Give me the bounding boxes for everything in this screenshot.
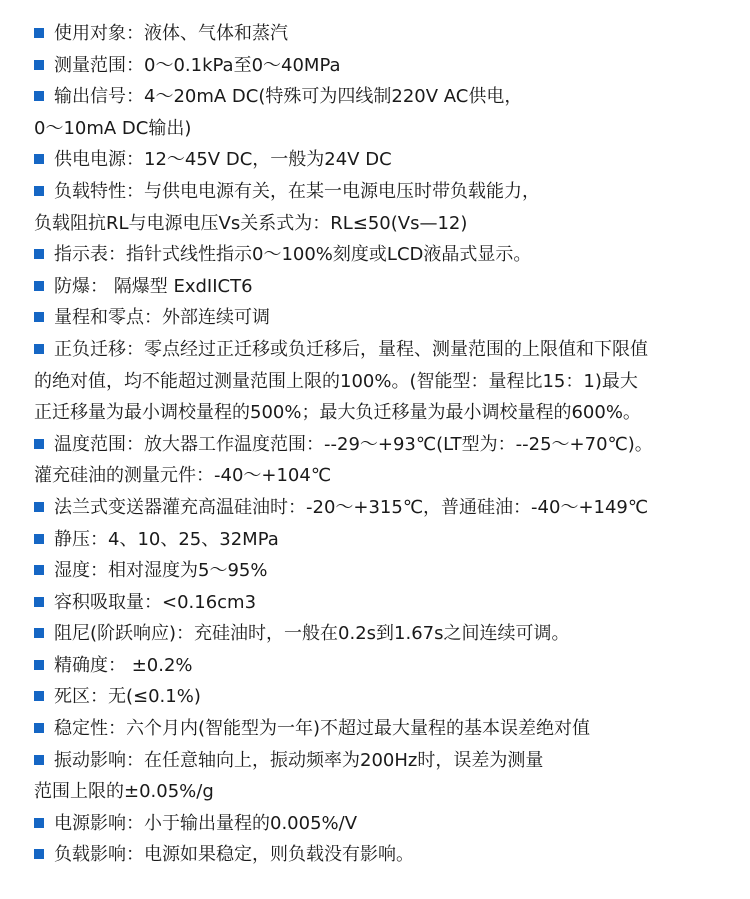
spec-item-load bbox=[34, 176, 734, 239]
spec-item-range bbox=[34, 50, 734, 82]
spec-text: 温度范围：放大器工作温度范围：--29～+93℃(LT型为：--25～+70℃)。 bbox=[54, 433, 653, 455]
spec-text: 指示表：指针式线性指示0～100%刻度或LCD液晶式显示。 bbox=[54, 244, 532, 266]
bullet-icon bbox=[34, 534, 44, 544]
bullet-icon bbox=[34, 597, 44, 607]
spec-item-damping bbox=[34, 618, 734, 650]
spec-item-flange bbox=[34, 492, 734, 524]
bullet-icon bbox=[34, 312, 44, 322]
spec-item-dead-zone bbox=[34, 681, 734, 713]
spec-list bbox=[34, 18, 734, 871]
spec-item-static-pressure bbox=[34, 524, 734, 556]
spec-text: 供电电源：12～45V DC，一般为24V DC bbox=[54, 149, 392, 171]
bullet-icon bbox=[34, 154, 44, 164]
spec-text: 精确度： ±0.2% bbox=[54, 654, 193, 676]
spec-text: 负载影响：电源如果稳定，则负载没有影响。 bbox=[54, 844, 414, 866]
bullet-icon bbox=[34, 565, 44, 575]
spec-item-power bbox=[34, 144, 734, 176]
spec-text: 静压：4、10、25、32MPa bbox=[54, 528, 279, 550]
spec-text: 湿度：相对湿度为5～95% bbox=[54, 560, 268, 582]
spec-item-span-zero bbox=[34, 302, 734, 334]
bullet-icon bbox=[34, 249, 44, 259]
bullet-icon bbox=[34, 91, 44, 101]
spec-text: 振动影响：在任意轴向上，振动频率为200Hz时，误差为测量 bbox=[54, 749, 544, 771]
spec-item-explosion-proof bbox=[34, 271, 734, 303]
spec-item-load-effect bbox=[34, 839, 734, 871]
bullet-icon bbox=[34, 344, 44, 354]
bullet-icon bbox=[34, 186, 44, 196]
spec-item-usage bbox=[34, 18, 734, 50]
spec-text: 使用对象：液体、气体和蒸汽 bbox=[54, 23, 288, 44]
spec-text: 防爆： 隔爆型 ExdIICT6 bbox=[54, 275, 253, 297]
spec-text: 量程和零点：外部连续可调 bbox=[54, 307, 270, 329]
spec-item-volume bbox=[34, 587, 734, 619]
spec-text: 正负迁移：零点经过正迁移或负迁移后，量程、测量范围的上限值和下限值 bbox=[54, 338, 648, 360]
bullet-icon bbox=[34, 628, 44, 638]
bullet-icon bbox=[34, 849, 44, 859]
spec-text: 阻尼(阶跃响应)：充硅油时，一般在0.2s到1.67s之间连续可调。 bbox=[54, 623, 570, 645]
spec-text: 电源影响：小于输出量程的0.005%/V bbox=[54, 812, 358, 834]
spec-item-accuracy bbox=[34, 650, 734, 682]
spec-text: 法兰式变送器灌充高温硅油时：-20～+315℃，普通硅油：-40～+149℃ bbox=[54, 496, 649, 518]
bullet-icon bbox=[34, 281, 44, 291]
spec-item-output bbox=[34, 81, 734, 144]
spec-text: 输出信号：4～20mA DC(特殊可为四线制220V AC供电， bbox=[54, 86, 523, 108]
spec-item-power-effect bbox=[34, 808, 734, 840]
bullet-icon bbox=[34, 60, 44, 70]
bullet-icon bbox=[34, 439, 44, 449]
spec-text-continued: 正迁移量为最小调校量程的500%；最大负迁移量为最小调校量程的600%。 bbox=[34, 402, 641, 424]
spec-text: 负载特性：与供电电源有关，在某一电源电压时带负载能力， bbox=[54, 180, 540, 202]
spec-text-continued: 范围上限的±0.05%/g bbox=[34, 781, 214, 803]
spec-text-continued: 负载阻抗RL与电源电压Vs关系式为：RL≤50(Vs—12) bbox=[34, 212, 468, 234]
spec-item-indicator bbox=[34, 239, 734, 271]
spec-text: 死区：无(≤0.1%) bbox=[54, 686, 201, 708]
spec-text: 稳定性：六个月内(智能型为一年)不超过最大量程的基本误差绝对值 bbox=[54, 718, 591, 740]
bullet-icon bbox=[34, 755, 44, 765]
spec-text: 容积吸取量：<0.16cm3 bbox=[54, 591, 257, 613]
bullet-icon bbox=[34, 660, 44, 670]
spec-item-humidity bbox=[34, 555, 734, 587]
spec-text-continued: 灌充硅油的测量元件：-40～+104℃ bbox=[34, 465, 332, 487]
bullet-icon bbox=[34, 502, 44, 512]
bullet-icon bbox=[34, 28, 44, 38]
spec-text-continued: 的绝对值，均不能超过测量范围上限的100%。(智能型：量程比15：1)最大 bbox=[34, 370, 638, 392]
bullet-icon bbox=[34, 818, 44, 828]
spec-item-temperature bbox=[34, 429, 734, 492]
spec-item-stability bbox=[34, 713, 734, 745]
spec-item-vibration bbox=[34, 745, 734, 808]
spec-text: 测量范围：0～0.1kPa至0～40MPa bbox=[54, 54, 341, 76]
spec-text-continued: 0～10mA DC输出) bbox=[34, 117, 192, 139]
bullet-icon bbox=[34, 691, 44, 701]
spec-item-migration bbox=[34, 334, 734, 429]
bullet-icon bbox=[34, 723, 44, 733]
